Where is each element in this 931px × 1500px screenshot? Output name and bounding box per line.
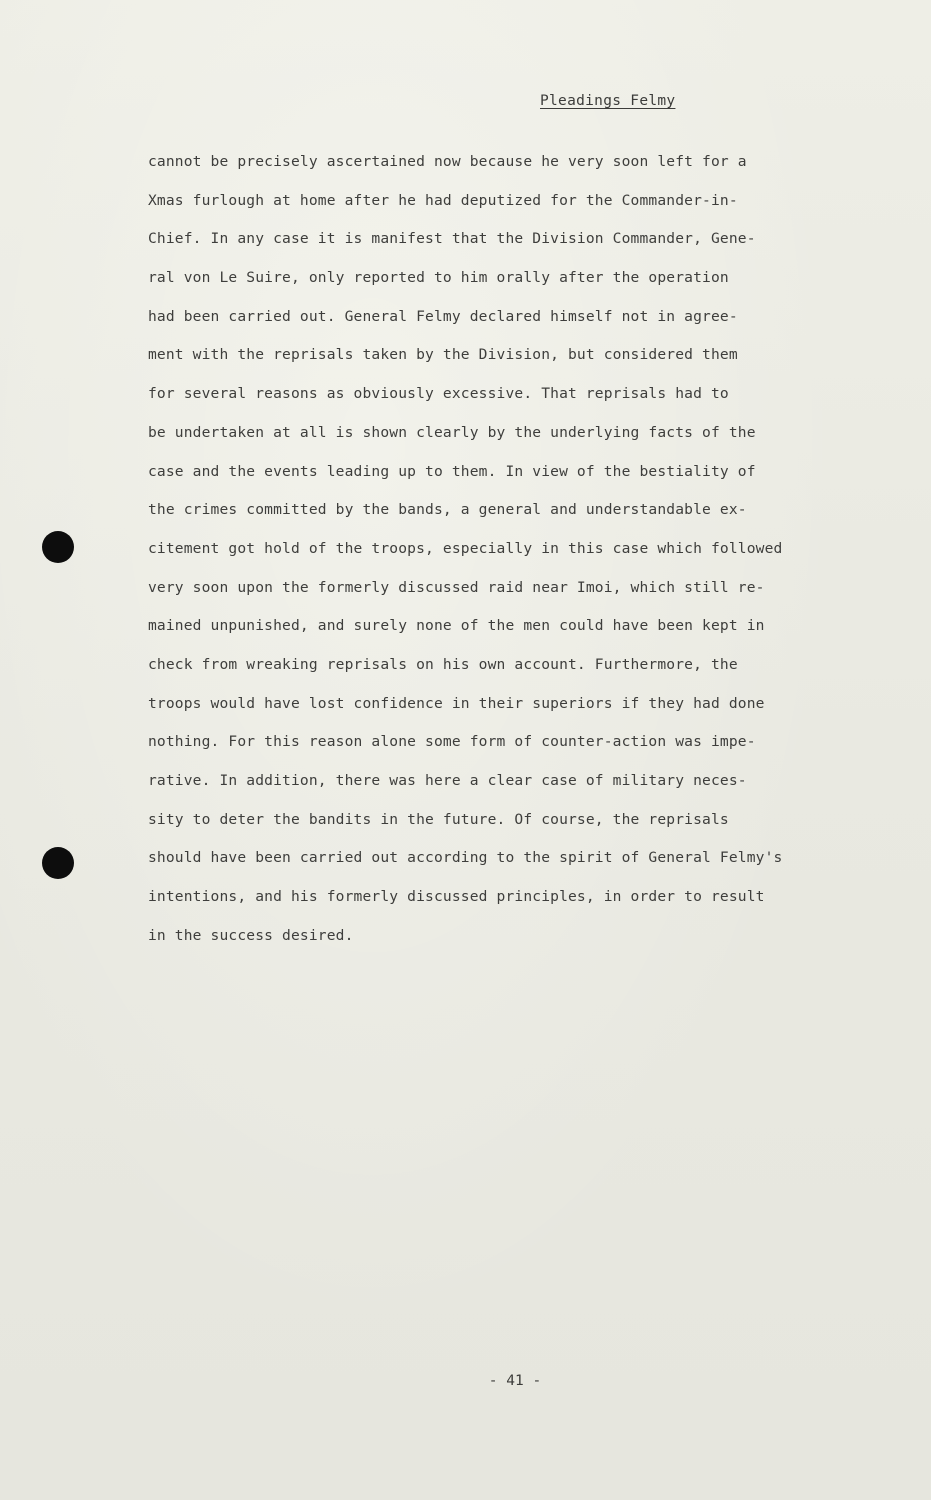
text-line: troops would have lost confidence in their superiors if they had done bbox=[148, 694, 765, 712]
text-line: ment with the reprisals taken by the Division, but considered them bbox=[148, 346, 738, 364]
text-line: citement got hold of the troops, especially in this case which followed bbox=[148, 539, 783, 557]
body-text bbox=[148, 150, 848, 962]
punch-hole bbox=[42, 531, 74, 563]
punch-hole bbox=[42, 847, 74, 879]
text-line: be undertaken at all is shown clearly by the underlying facts of the bbox=[148, 423, 756, 441]
text-line: had been carried out. General Felmy declared himself not in agree- bbox=[148, 307, 738, 325]
text-line: ral von Le Suire, only reported to him orally after the operation bbox=[148, 269, 729, 287]
text-line: very soon upon the formerly discussed raid near Imoi, which still re- bbox=[148, 578, 765, 596]
text-line: nothing. For this reason alone some form of counter-action was impe- bbox=[148, 733, 756, 751]
text-line: check from wreaking reprisals on his own account. Furthermore, the bbox=[148, 655, 738, 673]
text-line: Chief. In any case it is manifest that the Division Commander, Gene- bbox=[148, 230, 756, 248]
text-line: Xmas furlough at home after he had deputized for the Commander-in- bbox=[148, 191, 738, 209]
text-line: for several reasons as obviously excessive. That reprisals had to bbox=[148, 385, 729, 403]
text-line: intentions, and his formerly discussed principles, in order to result bbox=[148, 888, 765, 906]
text-line: the crimes committed by the bands, a general and understandable ex- bbox=[148, 501, 747, 519]
text-line: case and the events leading up to them. In view of the bestiality of bbox=[148, 462, 756, 480]
text-line: cannot be precisely ascertained now because he very soon left for a bbox=[148, 153, 747, 170]
text-line: sity to deter the bandits in the future. Of course, the reprisals bbox=[148, 810, 729, 828]
text-line: rative. In addition, there was here a clear case of military neces- bbox=[148, 772, 747, 789]
page-header: Pleadings Felmy bbox=[540, 93, 676, 109]
text-line: in the success desired. bbox=[148, 926, 354, 944]
text-line: mained unpunished, and surely none of the men could have been kept in bbox=[148, 617, 765, 635]
page-number: - 41 - bbox=[488, 1373, 542, 1389]
text-line: should have been carried out according to the spirit of General Felmy's bbox=[148, 849, 783, 867]
